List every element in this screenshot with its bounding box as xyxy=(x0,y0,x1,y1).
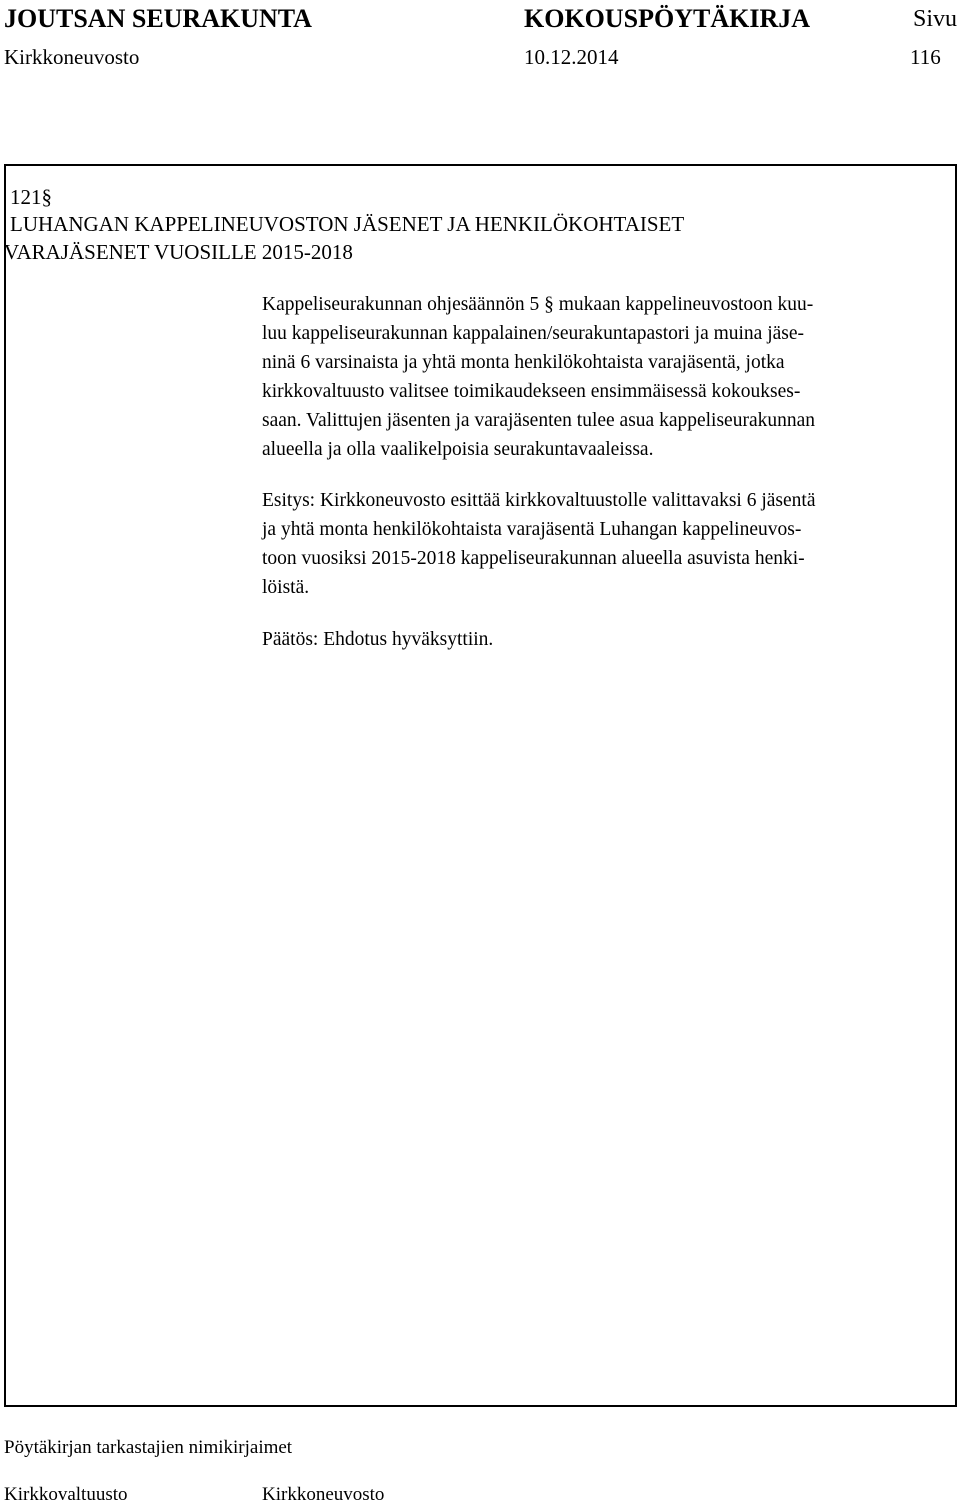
section-title-line1: LUHANGAN KAPPELINEUVOSTON JÄSENET JA HENKILÖKOHTAISET xyxy=(10,212,685,236)
paragraph-line: toon vuosiksi 2015-2018 kappeliseurakunnan alueella asuvista henki- xyxy=(262,548,805,569)
paragraph-proposal xyxy=(262,486,954,602)
paragraph-line: Kappeliseurakunnan ohjesäännön 5 § mukaan kappelineuvostoon kuu- xyxy=(262,294,814,315)
paragraph-decision xyxy=(262,625,954,654)
paragraph-background xyxy=(262,290,954,464)
page-number: 116 xyxy=(910,45,941,69)
paragraph-line: luu kappeliseurakunnan kappalainen/seurakuntapastori ja muina jäse- xyxy=(262,323,805,344)
organization-name: JOUTSAN SEURAKUNTA xyxy=(4,4,312,33)
section-title-line2: VARAJÄSENET VUOSILLE 2015-2018 xyxy=(4,240,353,264)
footer-board: Kirkkoneuvosto xyxy=(262,1484,385,1505)
meeting-body: Kirkkoneuvosto xyxy=(4,45,140,69)
section-sign-icon: § xyxy=(41,185,52,209)
paragraph-line: Esitys: Kirkkoneuvosto esittää kirkkovaltuustolle valittavaksi 6 jäsentä xyxy=(262,490,816,511)
meeting-date: 10.12.2014 xyxy=(524,45,619,69)
section-number: 121§ xyxy=(10,185,52,209)
paragraph-line: ja yhtä monta henkilökohtaista varajäsentä Luhangan kappelineuvos- xyxy=(262,519,802,540)
document-type: KOKOUSPÖYTÄKIRJA xyxy=(524,4,811,33)
footer-council: Kirkkovaltuusto xyxy=(4,1484,128,1505)
paragraph-line: Päätös: Ehdotus hyväksyttiin. xyxy=(262,629,494,650)
section-sign-icon: § xyxy=(544,294,554,315)
page-label: Sivu xyxy=(913,6,958,32)
paragraph-line: löistä. xyxy=(262,577,310,598)
paragraph-line: kirkkovaltuusto valitsee toimikaudekseen ensimmäisessä kokoukses- xyxy=(262,381,801,402)
paragraph-line: alueella ja olla vaalikelpoisia seurakuntavaaleissa. xyxy=(262,439,654,460)
signatures-label: Pöytäkirjan tarkastajien nimikirjaimet xyxy=(4,1437,293,1458)
paragraph-line: saan. Valittujen jäsenten ja varajäsenten tulee asua kappeliseurakunnan xyxy=(262,410,816,431)
paragraph-line: ninä 6 varsinaista ja yhtä monta henkilökohtaista varajäsentä, jotka xyxy=(262,352,785,373)
